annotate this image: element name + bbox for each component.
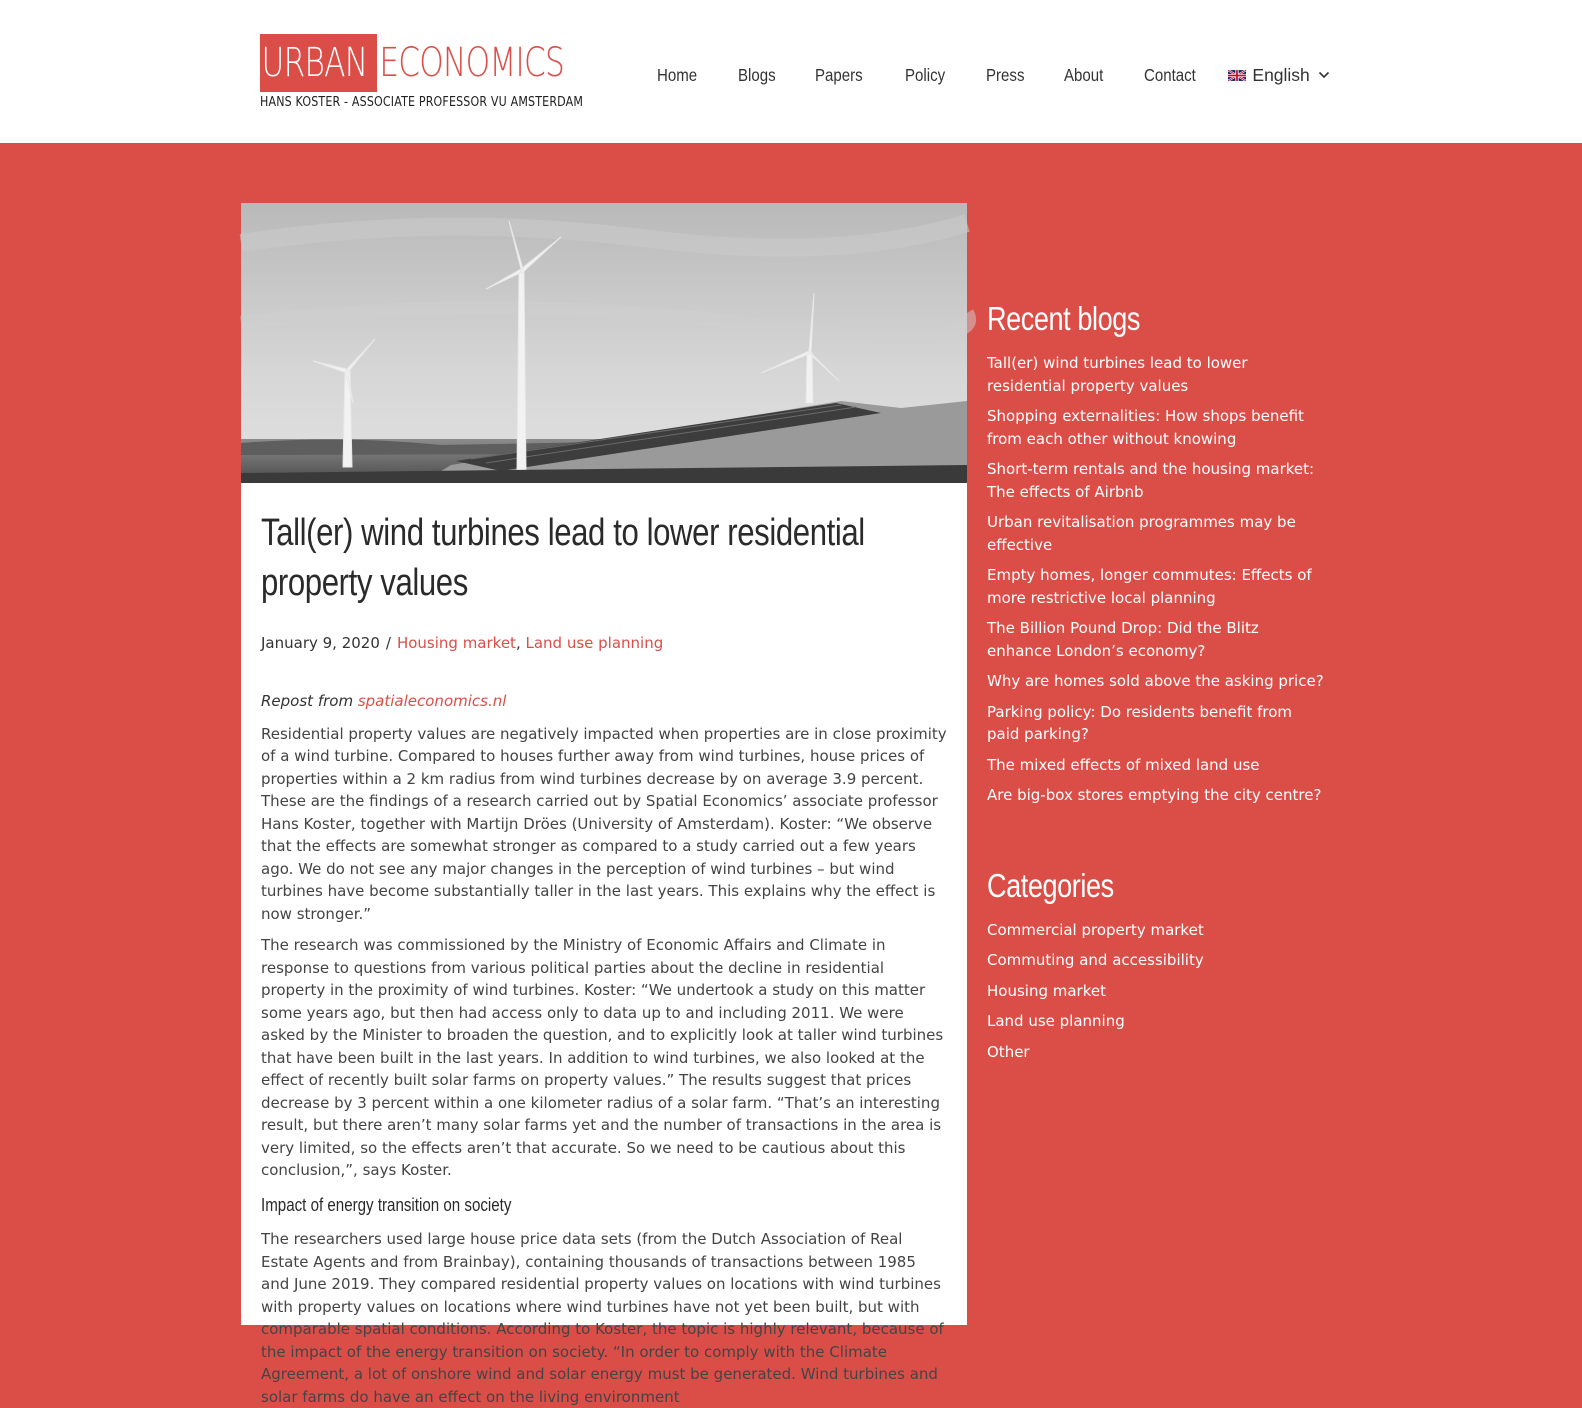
nav-about[interactable]: About (1064, 64, 1104, 85)
logo-urban-text: URBAN (260, 34, 374, 92)
category-link[interactable]: Commuting and accessibility (987, 951, 1204, 969)
recent-blog-item[interactable] (987, 511, 1327, 556)
recent-blog-item[interactable] (987, 701, 1327, 746)
recent-blog-item[interactable] (987, 784, 1327, 807)
category-item[interactable] (987, 949, 1327, 972)
categories-title: Categories (987, 866, 1114, 904)
category-link-land-use-planning[interactable]: Land use planning (525, 634, 664, 652)
category-item[interactable] (987, 1041, 1327, 1064)
category-link[interactable]: Commercial property market (987, 920, 1204, 939)
paragraph: The researchers used large house price data sets (from the Dutch Association of Real Estate Agents and from Brainbay), containing thousands of transactions between 1985 and June 2019. They compared residential property values on locations with wind turbines with property values on locations where wind turbines have not yet been built, but with comparable spatial conditions. According to Koster, the topic is highly relevant, because of the impact of the energy transition on society. “In order to comply with the Climate Agreement, a lot of onshore wind and solar energy must be generated. Wind turbines and solar farms do have an effect on the living environment (261, 1230, 944, 1406)
recent-blog-item[interactable] (987, 617, 1327, 662)
post-body (261, 690, 947, 1408)
site-header (0, 0, 1582, 143)
category-link[interactable]: Housing market (987, 981, 1106, 1000)
recent-blogs-widget (987, 300, 1327, 807)
repost-link[interactable]: spatialeconomics.nl (357, 692, 507, 710)
nav-contact[interactable]: Contact (1144, 64, 1196, 85)
recent-blog-link[interactable]: Why are homes sold above the asking price? (987, 672, 1324, 690)
category-item[interactable] (987, 919, 1327, 942)
main-nav (657, 60, 1330, 90)
nav-home[interactable]: Home (657, 64, 698, 85)
nav-papers[interactable]: Papers (815, 64, 864, 85)
recent-blog-link[interactable]: Are big-box stores emptying the city centre? (987, 786, 1322, 804)
recent-blog-item[interactable] (987, 754, 1327, 777)
recent-blog-link[interactable]: The Billion Pound Drop: Did the Blitz enhance London’s economy? (987, 619, 1259, 660)
recent-blog-item[interactable] (987, 670, 1327, 693)
logo-economics-text: ECONOMICS (379, 40, 564, 86)
categories-widget (987, 867, 1327, 1064)
nav-policy[interactable]: Policy (904, 64, 946, 85)
category-item[interactable] (987, 1010, 1327, 1033)
recent-blog-item[interactable] (987, 564, 1327, 609)
chevron-down-icon (1318, 69, 1330, 81)
paragraph: Residential property values are negatively impacted when properties are in close proximity of a wind turbine. Compared to houses further away from wind turbines, house prices of properties within a 2 km radius from wind turbines decrease by on average 3.9 percent. These are the findings of a research carried out by Spatial Economics’ associate professor Hans Koster, together with Martijn Dröes (University of Amsterdam). Koster: “We observe that the effects are somewhat stronger as compared to a study carried out a few years ago. We do not see any major changes in the perception of wind turbines – but wind turbines have become substantially taller in the last years. This explains why the effect is now stronger.” (261, 724, 947, 923)
paragraph: The research was commissioned by the Ministry of Economic Affairs and Climate in response to questions from various political parties about the decline in residential property in the proximity of wind turbines. Koster: “We undertook a study on this matter some years ago, but then had access only to data up to and including 2011. We were asked by the Minister to broaden the question, and to explicitly look at taller wind turbines that have been built in the last years. In addition to wind turbines, we also looked at the effect of recently built solar farms on property values.” The results suggest that prices decrease by 3 percent within a one kilometer radius of a solar farm. “That’s an interesting result, but there aren’t many solar farms yet and the number of transactions in the area is very limited, so the effects aren’t that accurate. So we need to be cautious about this conclusion,”, says Koster. (261, 936, 944, 1179)
repost-note: Repost from spatialeconomics.nl (261, 692, 507, 710)
uk-flag-icon (1228, 70, 1246, 81)
recent-blog-link[interactable]: Parking policy: Do residents benefit from paid parking? (987, 702, 1293, 743)
language-label: English (1252, 64, 1310, 85)
recent-blog-item[interactable] (987, 458, 1327, 503)
recent-blog-link[interactable]: Shopping externalities: How shops benefit from each other without knowing (987, 407, 1304, 448)
recent-blog-link[interactable]: Urban revitalisation programmes may be effective (987, 513, 1296, 554)
featured-image-wind-turbines (241, 203, 967, 483)
category-link-housing-market[interactable]: Housing market (396, 634, 516, 652)
article (241, 203, 967, 1406)
sidebar (987, 300, 1327, 1071)
recent-blog-item[interactable] (987, 352, 1327, 397)
category-link[interactable]: Other (987, 1042, 1030, 1061)
section-heading: Impact of energy transition on society (261, 1194, 512, 1215)
recent-blog-link[interactable]: Tall(er) wind turbines lead to lower residential property values (987, 354, 1248, 395)
meta-separator: / (385, 634, 391, 652)
recent-blog-link[interactable]: Empty homes, longer commutes: Effects of more restrictive local planning (987, 566, 1312, 607)
logo-tagline: HANS KOSTER - ASSOCIATE PROFESSOR VU AMSTERDAM (260, 94, 584, 110)
post-meta: January 9, 2020 / Housing market, Land use planning (261, 634, 664, 652)
nav-press[interactable]: Press (985, 64, 1025, 85)
post-title: Tall(er) wind turbines lead to lower residential property values (261, 512, 865, 604)
recent-blog-item[interactable] (987, 405, 1327, 450)
recent-blog-link[interactable]: Short-term rentals and the housing market: The effects of Airbnb (987, 460, 1315, 501)
language-switcher[interactable] (1228, 65, 1329, 86)
category-link[interactable]: Land use planning (987, 1012, 1125, 1030)
site-logo[interactable] (260, 34, 584, 112)
recent-blogs-title: Recent blogs (987, 300, 1141, 337)
nav-blogs[interactable]: Blogs (737, 64, 776, 85)
recent-blog-link[interactable]: The mixed effects of mixed land use (987, 755, 1260, 774)
category-item[interactable] (987, 980, 1327, 1003)
post-date: January 9, 2020 (261, 634, 380, 652)
